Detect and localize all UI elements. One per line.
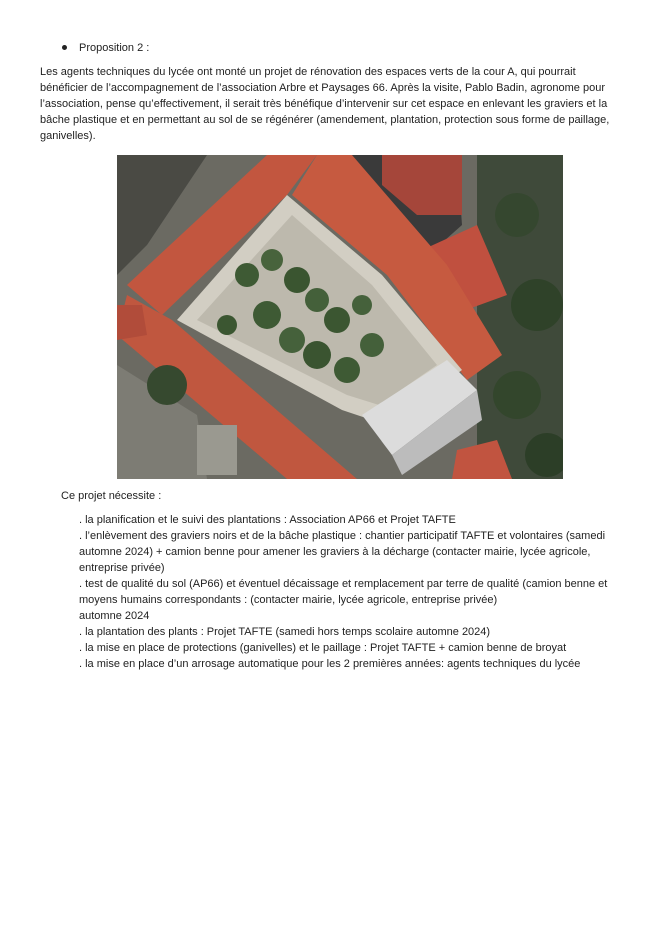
- list-item: . la mise en place d’un arrosage automatique pour les 2 premières années: agents techniques du lycée: [79, 658, 581, 670]
- needs-list: [79, 512, 624, 672]
- proposition-heading: Proposition 2 :: [79, 42, 150, 54]
- list-item: automne 2024: [79, 610, 150, 622]
- needs-heading: Ce projet nécessite :: [61, 490, 162, 502]
- list-item: . la planification et le suivi des plantations : Association AP66 et Projet TAFTE: [79, 514, 456, 526]
- list-item: . la mise en place de protections (ganivelles) et le paillage : Projet TAFTE + camion benne de broyat: [79, 642, 567, 654]
- list-item: . la plantation des plants : Projet TAFTE (samedi hors temps scolaire automne 2024): [79, 626, 491, 638]
- bullet-dot-icon: [62, 45, 67, 50]
- aerial-photo: [117, 155, 563, 479]
- list-item: . l’enlèvement des graviers noirs et de la bâche plastique : chantier participatif TAFTE et volontaires (samedi automne 2024) + camion benne pour amener les graviers à la décharge (contacter mairie, lycée agricole, entreprise privée): [79, 530, 606, 574]
- intro-paragraph: Les agents techniques du lycée ont monté un projet de rénovation des espaces verts de la cour A, qui pourrait bénéficier de l’accompagnement de l’association Arbre et Paysages 66. Après la visite, Pablo Badin, agronome pour l’association, pense qu’effectivement, il serait très bénéfique d’intervenir sur cet espace en enlevant les graviers et la bâche plastique et en permettant au sol de se régénérer (amendement, plantation, protection sous forme de paillage, ganivelles).: [40, 66, 610, 142]
- list-item: . test de qualité du sol (AP66) et éventuel décaissage et remplacement par terre de qualité (camion benne et moyens humains correspondants : (contacter mairie, lycée agricole, entreprise privée): [79, 578, 608, 606]
- proposition-bullet: [62, 40, 149, 56]
